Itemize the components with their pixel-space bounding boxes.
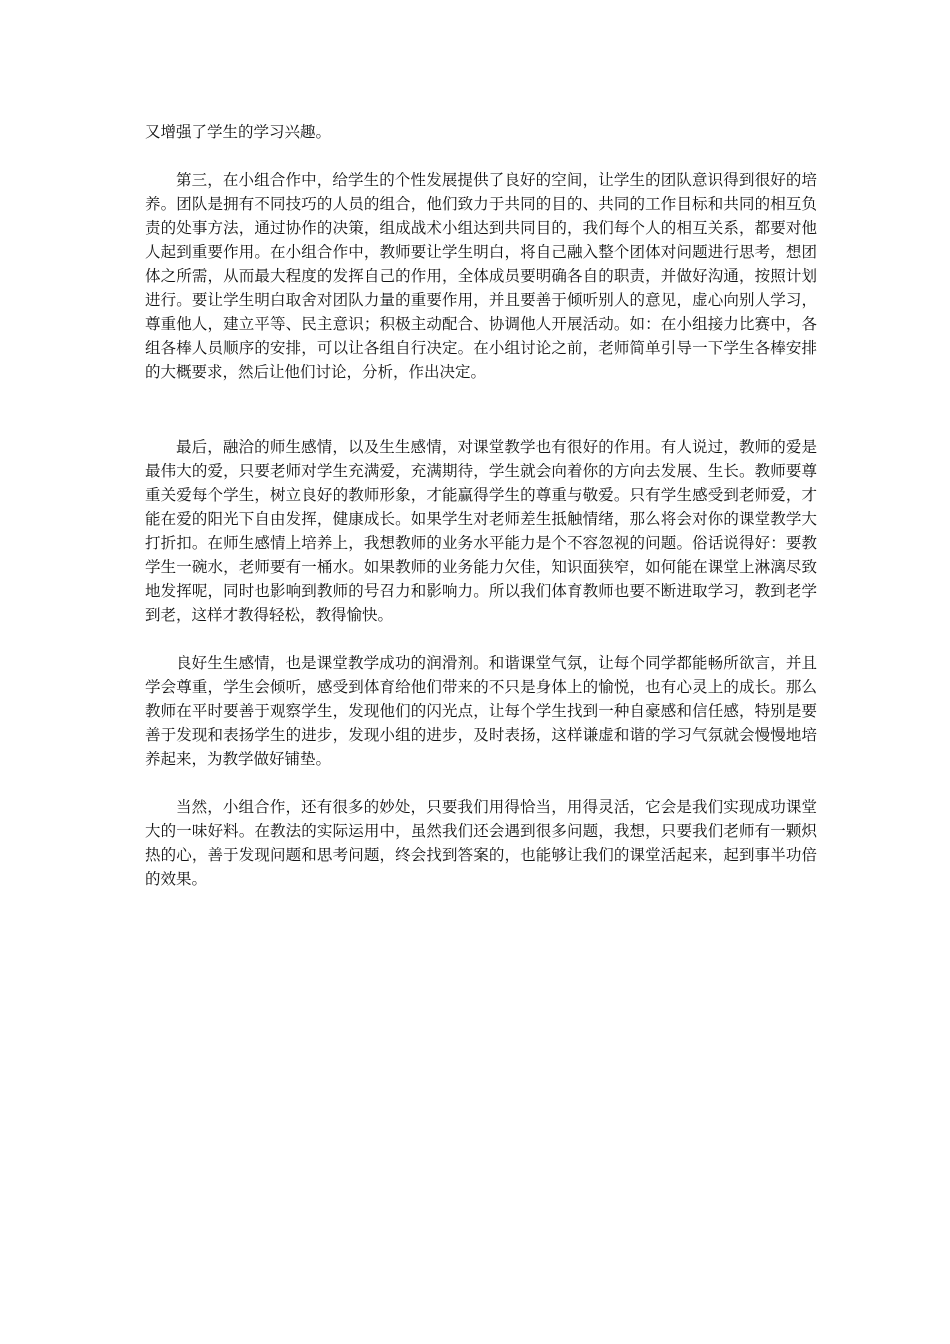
paragraph-continuation: 又增强了学生的学习兴趣。: [145, 123, 332, 141]
paragraph-finally: 最后，融洽的师生感情，以及生生感情，对课堂教学也有很好的作用。有人说过，教师的爱是最伟大的爱，只要老师对学生充满爱，充满期待，学生就会向着你的方向去发展、生长。教师要尊重关爱每个学生，树立良好的教师形象，才能赢得学生的尊重与敬爱。只有学生感受到老师爱，才能在爱的阳光下自由发挥，健康成长。如果学生对老师差生抵触情绪，那么将会对你的课堂教学大打折扣。在师生感情上培养上，我想教师的业务水平能力是个不容忽视的问题。俗话说得好：要教学生一碗水，老师要有一桶水。如果教师的业务能力欠佳，知识面狭窄，如何能在课堂上淋漓尽致地发挥呢，同时也影响到教师的号召力和影响力。所以我们体育教师也要不断进取学习，教到老学到老，这样才教得轻松，教得愉快。: [145, 438, 817, 624]
paragraph-student-relations: 良好生生感情，也是课堂教学成功的润滑剂。和谐课堂气氛，让每个同学都能畅所欲言，并且学会尊重，学生会倾听，感受到体育给他们带来的不只是身体上的愉悦，也有心灵上的成长。那么教师在平时要善于观察学生，发现他们的闪光点，让每个学生找到一种自豪感和信任感，特别是要善于发现和表扬学生的进步，发现小组的进步，及时表扬，这样谦虚和谐的学习气氛就会慢慢地培养起来，为教学做好铺垫。: [145, 654, 817, 768]
paragraph-conclusion: 当然，小组合作，还有很多的妙处，只要我们用得恰当，用得灵活，它会是我们实现成功课堂大的一味好料。在教法的实际运用中，虽然我们还会遇到很多问题，我想，只要我们老师有一颗炽热的心，善于发现问题和思考问题，终会找到答案的，也能够让我们的课堂活起来，起到事半功倍的效果。: [145, 798, 817, 888]
document-body: [145, 120, 817, 891]
paragraph-third-point: 第三，在小组合作中，给学生的个性发展提供了良好的空间，让学生的团队意识得到很好的培养。团队是拥有不同技巧的人员的组合，他们致力于共同的目的、共同的工作目标和共同的相互负责的处事方法，通过协作的决策，组成战术小组达到共同目的，我们每个人的相互关系，都要对他人起到重要作用。在小组合作中，教师要让学生明白，将自己融入整个团体对问题进行思考，想团体之所需，从而最大程度的发挥自己的作用，全体成员要明确各自的职责，并做好沟通，按照计划进行。要让学生明白取舍对团队力量的重要作用，并且要善于倾听别人的意见，虚心向别人学习，尊重他人，建立平等、民主意识；积极主动配合、协调他人开展活动。如：在小组接力比赛中，各组各棒人员顺序的安排，可以让各组自行决定。在小组讨论之前，老师简单引导一下学生各棒安排的大概要求，然后让他们讨论，分析，作出决定。: [145, 171, 817, 381]
